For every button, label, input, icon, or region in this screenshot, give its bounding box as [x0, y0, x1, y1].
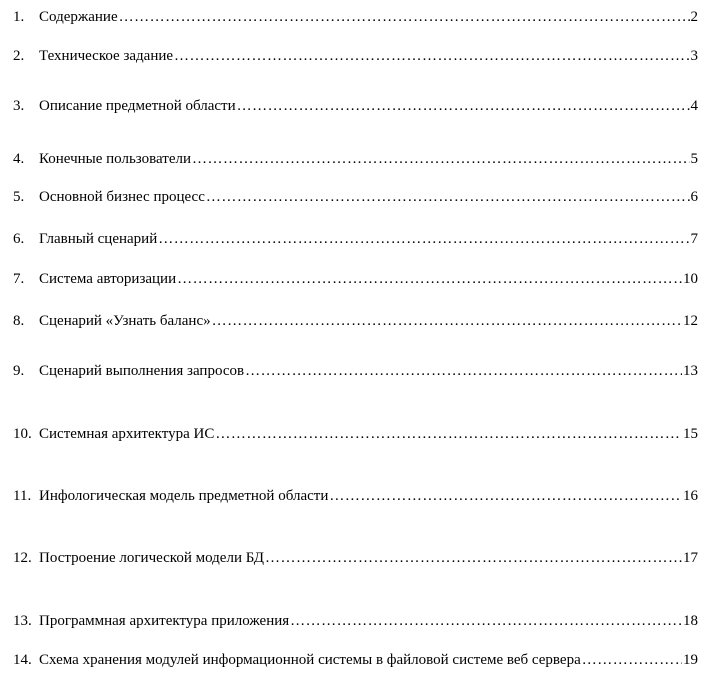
- toc-entry-page: 10: [683, 271, 698, 287]
- toc-entry-3: [13, 96, 698, 116]
- toc-entry-2: [13, 46, 698, 66]
- toc-entry-number: 5.: [13, 189, 25, 205]
- toc-entry-number: 8.: [13, 313, 25, 329]
- toc-dot-leader: [237, 96, 690, 116]
- toc-entry-number: 3.: [13, 98, 25, 114]
- toc-dot-leader: [206, 187, 690, 207]
- toc-entry-number: 13.: [13, 613, 32, 629]
- toc-dot-leader: [290, 611, 682, 631]
- toc-dot-leader: [329, 486, 682, 506]
- toc-entry-number: 4.: [13, 151, 25, 167]
- toc-entry-6: [13, 229, 698, 249]
- toc-entry-number: 14.: [13, 652, 32, 668]
- toc-entry-4: [13, 149, 698, 169]
- toc-entry-title: Содержание: [39, 9, 118, 25]
- toc-entry-title: Сценарий «Узнать баланс»: [39, 313, 211, 329]
- toc-entry-title: Системная архитектура ИС: [39, 426, 215, 442]
- toc-entry-title: Конечные пользователи: [39, 151, 191, 167]
- toc-entry-13: [13, 611, 698, 631]
- toc-entry-page: 19: [683, 652, 698, 668]
- toc-entry-title: Описание предметной области: [39, 98, 236, 114]
- toc-entry-7: [13, 269, 698, 289]
- toc-entry-title: Построение логической модели БД: [39, 550, 264, 566]
- toc-entry-page: 2: [690, 9, 698, 25]
- toc-entry-page: 13: [683, 363, 698, 379]
- toc-dot-leader: [215, 424, 682, 444]
- toc-entry-title: Главный сценарий: [39, 231, 158, 247]
- toc-dot-leader: [212, 311, 682, 331]
- toc-dot-leader: [265, 548, 682, 568]
- toc-entry-number: 1.: [13, 9, 25, 25]
- toc-dot-leader: [582, 650, 682, 670]
- toc-entry-number: 9.: [13, 363, 25, 379]
- toc-entry-title: Сценарий выполнения запросов: [39, 363, 245, 379]
- toc-dot-leader: [177, 269, 682, 289]
- toc-entry-5: [13, 187, 698, 207]
- toc-entry-number: 2.: [13, 48, 25, 64]
- toc-entry-page: 15: [683, 426, 698, 442]
- toc-entry-page: 17: [683, 550, 698, 566]
- toc-entry-number: 7.: [13, 271, 25, 287]
- toc-entry-number: 10.: [13, 426, 32, 442]
- toc-dot-leader: [174, 46, 689, 66]
- toc-entry-title: Инфологическая модель предметной области: [39, 488, 329, 504]
- toc-entry-page: 16: [683, 488, 698, 504]
- toc-entry-title: Схема хранения модулей информационной системы в файловой системе веб сервера: [39, 652, 581, 668]
- toc-entry-14: [13, 650, 698, 670]
- toc-entry-10: [13, 424, 698, 444]
- toc-dot-leader: [245, 361, 682, 381]
- toc-entry-11: [13, 486, 698, 506]
- toc-entry-page: 3: [690, 48, 698, 64]
- toc-entry-page: 5: [690, 151, 698, 167]
- toc-entry-page: 4: [690, 98, 698, 114]
- toc-entry-page: 12: [683, 313, 698, 329]
- toc-entry-title: Техническое задание: [39, 48, 174, 64]
- toc-dot-leader: [119, 7, 690, 27]
- toc-dot-leader: [192, 149, 690, 169]
- toc-entry-9: [13, 361, 698, 381]
- toc-entry-8: [13, 311, 698, 331]
- toc-entry-1: [13, 7, 698, 27]
- toc-entry-number: 12.: [13, 550, 32, 566]
- toc-entry-number: 6.: [13, 231, 25, 247]
- toc-entry-number: 11.: [13, 488, 32, 504]
- toc-dot-leader: [158, 229, 689, 249]
- toc-entry-page: 7: [690, 231, 698, 247]
- toc-entry-title: Программная архитектура приложения: [39, 613, 290, 629]
- toc-entry-title: Основной бизнес процесс: [39, 189, 205, 205]
- toc-entry-12: [13, 548, 698, 568]
- toc-entry-title: Система авторизации: [39, 271, 177, 287]
- toc-entry-page: 6: [690, 189, 698, 205]
- toc-entry-page: 18: [683, 613, 698, 629]
